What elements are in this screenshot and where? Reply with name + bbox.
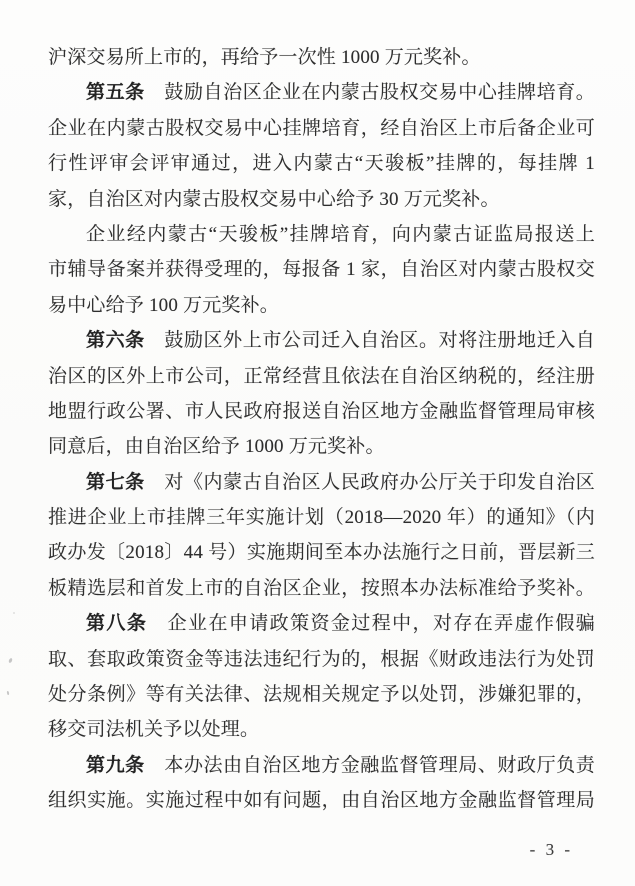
scan-speckle [13,612,15,614]
article-heading: 第九条 [86,754,145,776]
text-line-6: 企业经内蒙古“天骏板”挂牌培育，向内蒙古证监局报送上 [86,223,595,245]
text-line-18: 取、套取政策资金等违法违纪行为的，根据《财政违法行为处罚 [48,648,595,670]
text-line-7: 市辅导备案并获得受理的，每报备 1 家，自治区对内蒙古股权交 [48,259,595,281]
text-line-8: 易中心给予 100 万元奖补。 [48,294,280,316]
text-line-9: 第六条 鼓励区外上市公司迁入自治区。对将注册地迁入自 [86,330,595,352]
article-heading: 第五条 [86,82,145,104]
text-line-2: 第五条 鼓励自治区企业在内蒙古股权交易中心挂牌培育。 [86,82,595,104]
text-line-21: 第九条 本办法由自治区地方金融监督管理局、财政厅负责 [86,754,595,776]
text-line-22: 组织实施。实施过程中如有问题，由自治区地方金融监督管理局 [48,790,595,812]
text-line-19: 处分条例》等有关法律、法规相关规定予以处罚，涉嫌犯罪的， [48,684,595,706]
text-line-14: 推进企业上市挂牌三年实施计划（2018—2020 年）的通知》（内 [48,507,595,529]
text-line-12: 同意后，由自治区给予 1000 万元奖补。 [48,436,385,458]
article-heading: 第六条 [86,330,145,352]
scan-speckle [8,658,13,664]
text-line-17: 第八条 企业在申请政策资金过程中，对存在弄虚作假骗 [86,613,595,635]
text-line-13: 第七条 对《内蒙古自治区人民政府办公厅关于印发自治区 [86,471,595,493]
text-line-10: 治区的区外上市公司，正常经营且依法在自治区纳税的，经注册 [48,365,595,387]
page-number: - 3 - [529,840,573,859]
text-line-20: 移交司法机关予以处理。 [48,719,260,741]
text-line-3: 企业在内蒙古股权交易中心挂牌培育，经自治区上市后备企业可 [48,117,595,139]
text-line-16: 板精选层和首发上市的自治区企业，按照本办法标准给予奖补。 [48,577,595,599]
text-line-11: 地盟行政公署、市人民政府报送自治区地方金融监督管理局审核 [48,400,595,422]
scan-speckle [7,691,10,695]
text-line-4: 行性评审会评审通过，进入内蒙古“天骏板”挂牌的，每挂牌 1 [48,153,595,175]
text-line-5: 家，自治区对内蒙古股权交易中心给予 30 万元奖补。 [48,188,500,210]
document-body [48,40,595,819]
text-line-15: 政办发〔2018〕44 号）实施期间至本办法施行之日前，晋层新三 [48,542,595,564]
article-heading: 第七条 [86,471,145,493]
text-line-1: 沪深交易所上市的，再给予一次性 1000 万元奖补。 [48,47,481,68]
article-heading: 第八条 [86,613,148,635]
